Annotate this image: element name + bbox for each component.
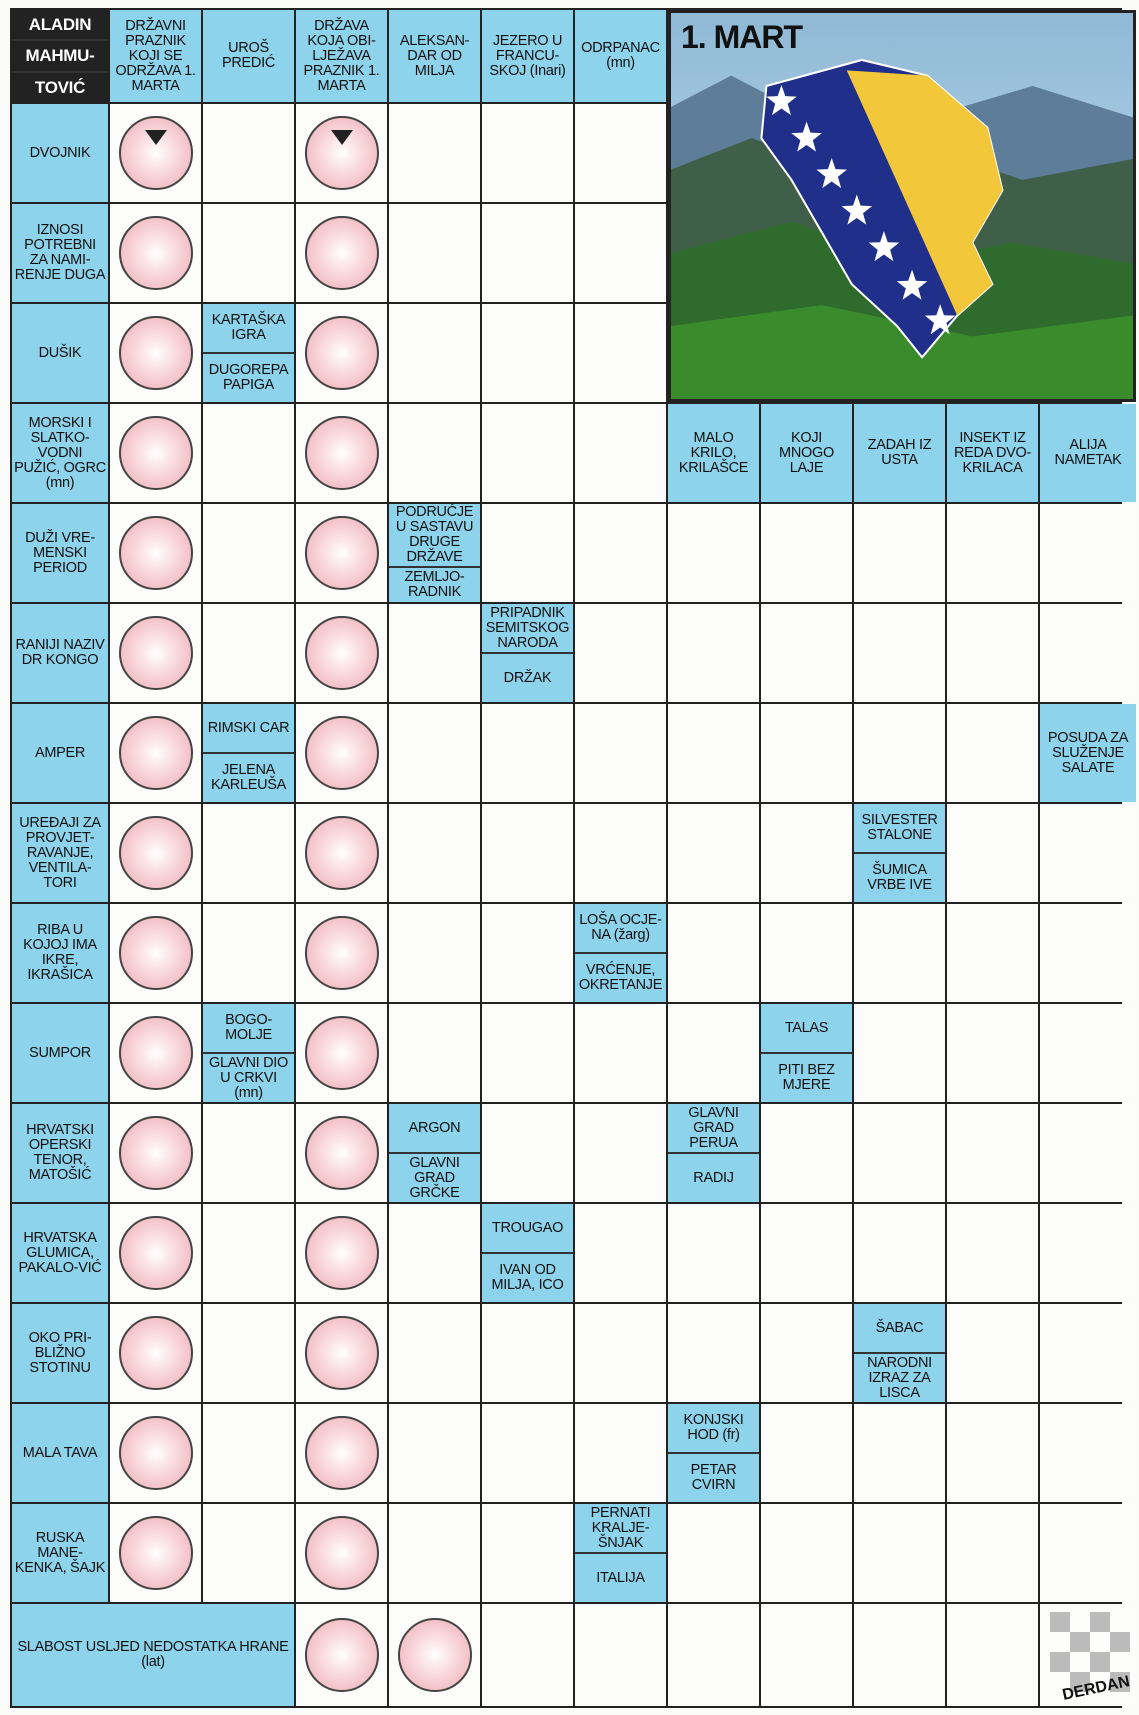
answer-cell[interactable]	[1040, 604, 1136, 702]
answer-cell[interactable]	[482, 1104, 573, 1202]
circle-answer-field[interactable]	[305, 816, 379, 890]
header-clue-1	[110, 10, 201, 102]
header-clue-2	[203, 10, 294, 102]
row-clue-13-text-0: OKO PRI-BLIŽNO STOTINU	[28, 1329, 92, 1376]
answer-cell[interactable]	[854, 1004, 945, 1102]
answer-cell[interactable]	[1040, 1104, 1136, 1202]
answer-cell[interactable]	[575, 204, 666, 302]
header-clue-6	[575, 10, 666, 102]
inner-clue-r11c5-text-1: GLAVNI GRAD GRČKE	[389, 1152, 480, 1202]
inner-clue-r11c8	[668, 1104, 759, 1202]
answer-cell[interactable]	[854, 604, 945, 702]
circle-answer-field[interactable]	[305, 616, 379, 690]
answer-cell[interactable]	[947, 1404, 1038, 1502]
circle-answer-field[interactable]	[119, 316, 193, 390]
answer-cell[interactable]	[203, 804, 294, 902]
row-clue-12-text-0: HRVATSKA GLUMICA, PAKALO-VIĆ	[18, 1229, 102, 1276]
answer-cell[interactable]	[296, 104, 387, 202]
answer-cell[interactable]	[389, 604, 480, 702]
mid-header-clue-1	[668, 404, 759, 502]
answer-cell[interactable]	[947, 1104, 1038, 1202]
mid-header-clue-5-text-0: ALIJA NAMETAK	[1054, 437, 1122, 468]
answer-cell[interactable]	[761, 704, 852, 802]
answer-cell[interactable]	[668, 904, 759, 1002]
mid-header-clue-2	[761, 404, 852, 502]
answer-cell[interactable]	[482, 1404, 573, 1502]
circle-answer-field[interactable]	[119, 116, 193, 190]
answer-cell[interactable]	[203, 104, 294, 202]
answer-cell[interactable]	[1040, 1404, 1136, 1502]
circle-answer-field[interactable]	[305, 1618, 379, 1692]
answer-cell[interactable]	[482, 404, 573, 502]
inner-clue-r9c7	[575, 904, 666, 1002]
answer-cell[interactable]	[110, 304, 201, 402]
answer-cell[interactable]	[389, 1204, 480, 1302]
landscape-image	[671, 13, 1133, 399]
circle-answer-field[interactable]	[119, 1116, 193, 1190]
circle-answer-field[interactable]	[398, 1618, 472, 1692]
answer-cell[interactable]	[482, 704, 573, 802]
answer-cell[interactable]	[761, 1604, 852, 1706]
answer-cell[interactable]	[668, 704, 759, 802]
row-clue-8	[12, 804, 108, 902]
row-clue-9	[12, 904, 108, 1002]
inner-clue-r6c6	[482, 604, 573, 702]
answer-cell[interactable]	[482, 504, 573, 602]
row-clue-11	[12, 1104, 108, 1202]
answer-cell[interactable]	[1040, 904, 1136, 1002]
answer-cell[interactable]	[296, 1304, 387, 1402]
row-clue-15	[12, 1504, 108, 1602]
answer-cell[interactable]	[761, 1504, 852, 1602]
inner-clue-r11c5	[389, 1104, 480, 1202]
answer-cell[interactable]	[575, 1004, 666, 1102]
answer-cell[interactable]	[110, 904, 201, 1002]
answer-cell[interactable]	[389, 804, 480, 902]
answer-cell[interactable]	[482, 104, 573, 202]
answer-cell[interactable]	[668, 1504, 759, 1602]
answer-cell[interactable]	[947, 904, 1038, 1002]
logo-text: DERDAN	[1060, 1673, 1131, 1704]
answer-cell[interactable]	[389, 1504, 480, 1602]
row-clue-2	[12, 204, 108, 302]
circle-answer-field[interactable]	[305, 416, 379, 490]
answer-cell[interactable]	[947, 704, 1038, 802]
inner-clue-r10c3	[203, 1004, 294, 1102]
answer-cell[interactable]	[854, 704, 945, 802]
inner-clue-r14c8	[668, 1404, 759, 1502]
answer-cell[interactable]	[575, 604, 666, 702]
header-clue-4	[389, 10, 480, 102]
circle-answer-field[interactable]	[119, 916, 193, 990]
answer-cell[interactable]	[668, 604, 759, 702]
mid-header-clue-3	[854, 404, 945, 502]
mid-header-clue-1-text-0: MALO KRILO, KRILAŠCE	[678, 429, 749, 476]
inner-clue-r15c7-text-1: ITALIJA	[575, 1552, 666, 1602]
answer-cell[interactable]	[761, 804, 852, 902]
mid-header-clue-3-text-0: ZADAH IZ USTA	[867, 437, 932, 468]
row-clue-5-text-0: DUŽI VRE-MENSKI PERIOD	[25, 529, 95, 576]
header-clue-3-text-0: DRŽAVA KOJA OBI-LJEŽAVA PRAZNIK 1. MARTA	[303, 17, 380, 94]
answer-cell[interactable]	[761, 604, 852, 702]
answer-cell[interactable]	[575, 104, 666, 202]
answer-cell[interactable]	[575, 504, 666, 602]
flag-illustration	[668, 10, 1136, 402]
answer-cell[interactable]	[296, 1204, 387, 1302]
circle-answer-field[interactable]	[119, 616, 193, 690]
title-clue-text-1: MAHMU-	[12, 39, 108, 70]
inner-clue-r11c8-text-0: GLAVNI GRAD PERUA	[688, 1104, 739, 1151]
answer-cell[interactable]	[110, 604, 201, 702]
inner-clue-r14c8-text-1: PETAR CVIRN	[668, 1452, 759, 1502]
inner-clue-r10c9-text-0: TALAS	[784, 1019, 829, 1036]
answer-cell[interactable]	[296, 1404, 387, 1502]
inner-clue-r10c9-text-1: PITI BEZ MJERE	[761, 1052, 852, 1102]
circle-answer-field[interactable]	[119, 1416, 193, 1490]
answer-cell[interactable]	[761, 504, 852, 602]
circle-answer-field[interactable]	[305, 316, 379, 390]
answer-cell[interactable]	[668, 804, 759, 902]
answer-cell[interactable]	[482, 804, 573, 902]
answer-cell[interactable]	[296, 604, 387, 702]
answer-cell[interactable]	[1040, 1204, 1136, 1302]
answer-cell[interactable]	[110, 1504, 201, 1602]
row-clue-3	[12, 304, 108, 402]
inner-clue-r15c7	[575, 1504, 666, 1602]
inner-clue-r13c10	[854, 1304, 945, 1402]
logo-cell	[1040, 1604, 1136, 1706]
title-clue-text-2: TOVIĆ	[12, 71, 108, 102]
header-clue-6-text-0: ODRPANAC (mn)	[581, 40, 660, 71]
circle-answer-field[interactable]	[119, 516, 193, 590]
inner-clue-r10c9	[761, 1004, 852, 1102]
answer-cell[interactable]	[110, 804, 201, 902]
answer-cell[interactable]	[203, 1104, 294, 1202]
answer-cell[interactable]	[854, 904, 945, 1002]
answer-cell[interactable]	[203, 1304, 294, 1402]
answer-cell[interactable]	[110, 1104, 201, 1202]
answer-cell[interactable]	[575, 804, 666, 902]
row-clue-7	[12, 704, 108, 802]
answer-cell[interactable]	[854, 1104, 945, 1202]
answer-cell[interactable]	[947, 1304, 1038, 1402]
answer-cell[interactable]	[389, 104, 480, 202]
answer-cell[interactable]	[389, 304, 480, 402]
row-clue-2-text-0: IZNOSI POTREBNI ZA NAMI-RENJE DUGA	[14, 222, 106, 283]
answer-cell[interactable]	[389, 904, 480, 1002]
answer-cell[interactable]	[668, 504, 759, 602]
row-clue-14	[12, 1404, 108, 1502]
inner-clue-r12c6-text-1: IVAN OD MILJA, ICO	[482, 1252, 573, 1302]
answer-cell[interactable]	[482, 204, 573, 302]
inner-clue-r3c3	[203, 304, 294, 402]
inner-clue-r11c5-text-0: ARGON	[408, 1119, 461, 1136]
answer-cell[interactable]	[854, 1404, 945, 1502]
inner-clue-r8c10-text-1: ŠUMICA VRBE IVE	[854, 852, 945, 902]
row-clue-5	[12, 504, 108, 602]
row-clue-4	[12, 404, 108, 502]
header-clue-1-text-0: DRŽAVNI PRAZNIK KOJI SE ODRŽAVA 1. MARTA	[115, 17, 196, 94]
inner-clue-r13c10-text-0: ŠABAC	[875, 1319, 924, 1336]
answer-cell[interactable]	[947, 1504, 1038, 1602]
answer-cell[interactable]	[389, 1404, 480, 1502]
row-clue-12	[12, 1204, 108, 1302]
answer-cell[interactable]	[296, 904, 387, 1002]
answer-cell[interactable]	[575, 304, 666, 402]
circle-answer-field[interactable]	[305, 1416, 379, 1490]
answer-cell[interactable]	[110, 1304, 201, 1402]
circle-answer-field[interactable]	[305, 716, 379, 790]
answer-cell[interactable]	[482, 904, 573, 1002]
answer-cell[interactable]	[575, 704, 666, 802]
inner-clue-r3c3-text-0: KARTAŠKA IGRA	[211, 312, 286, 343]
answer-cell[interactable]	[203, 504, 294, 602]
row-clue-10	[12, 1004, 108, 1102]
inner-clue-r5c5	[389, 504, 480, 602]
circle-answer-field[interactable]	[305, 1516, 379, 1590]
answer-cell[interactable]	[1040, 1004, 1136, 1102]
inner-clue-r5c5-text-1: ZEMLJO-RADNIK	[389, 566, 480, 602]
mid-header-clue-2-text-0: KOJI MNOGO LAJE	[779, 429, 834, 476]
row-clue-3-text-0: DUŠIK	[38, 344, 82, 361]
header-clue-4-text-0: ALEKSAN-DAR OD MILJA	[399, 32, 470, 79]
row-clue-4-text-0: MORSKI I SLATKO-VODNI PUŽIĆ, OGRC (mn)	[14, 414, 106, 491]
answer-cell[interactable]	[482, 1004, 573, 1102]
answer-cell[interactable]	[947, 1204, 1038, 1302]
answer-cell[interactable]	[203, 404, 294, 502]
circle-answer-field[interactable]	[119, 1016, 193, 1090]
row-clue-6	[12, 604, 108, 702]
inner-clue-r5c5-text-0: PODRUČJE U SASTAVU DRUGE DRŽAVE	[395, 504, 474, 565]
inner-clue-r12c6-text-0: TROUGAO	[491, 1219, 564, 1236]
row-clue-16-text-0: SLABOST USLJED NEDOSTATKA HRANE (lat)	[17, 1639, 289, 1670]
inner-clue-r15c7-text-0: PERNATI KRALJE-ŠNJAK	[590, 1504, 651, 1551]
answer-cell[interactable]	[203, 1504, 294, 1602]
answer-cell[interactable]	[203, 1204, 294, 1302]
row-clue-14-text-0: MALA TAVA	[22, 1444, 98, 1461]
answer-cell[interactable]	[296, 404, 387, 502]
answer-cell[interactable]	[668, 1304, 759, 1402]
row-clue-16	[12, 1604, 294, 1706]
circle-answer-field[interactable]	[119, 1516, 193, 1590]
answer-cell[interactable]	[389, 704, 480, 802]
answer-cell[interactable]	[296, 204, 387, 302]
answer-cell[interactable]	[1040, 804, 1136, 902]
circle-answer-field[interactable]	[119, 416, 193, 490]
inner-clue-r8c10	[854, 804, 945, 902]
answer-cell[interactable]	[668, 1204, 759, 1302]
circle-answer-field[interactable]	[305, 116, 379, 190]
circle-answer-field[interactable]	[305, 916, 379, 990]
circle-answer-field[interactable]	[305, 1316, 379, 1390]
answer-cell[interactable]	[203, 904, 294, 1002]
mid-header-clue-4-text-0: INSEKT IZ REDA DVO-KRILACA	[953, 429, 1032, 476]
answer-cell[interactable]	[389, 1004, 480, 1102]
start-arrow-icon	[145, 130, 167, 145]
answer-cell[interactable]	[296, 1104, 387, 1202]
circle-answer-field[interactable]	[305, 1116, 379, 1190]
answer-cell[interactable]	[110, 1204, 201, 1302]
title-clue	[12, 10, 108, 102]
circle-answer-field[interactable]	[119, 1316, 193, 1390]
answer-cell[interactable]	[854, 1204, 945, 1302]
answer-cell[interactable]	[854, 504, 945, 602]
circle-answer-field[interactable]	[119, 216, 193, 290]
inner-clue-r14c8-text-0: KONJSKI HOD (fr)	[683, 1412, 744, 1443]
answer-cell[interactable]	[575, 1404, 666, 1502]
row-clue-9-text-0: RIBA U KOJOJ IMA IKRE, IKRAŠICA	[23, 922, 97, 983]
image-title: 1. MART	[681, 19, 802, 55]
title-clue-text-0: ALADIN	[28, 15, 92, 35]
mid-header-clue-4	[947, 404, 1038, 502]
answer-cell[interactable]	[761, 1404, 852, 1502]
answer-cell[interactable]	[575, 1204, 666, 1302]
row-clue-8-text-0: UREĐAJI ZA PROVJET-RAVANJE, VENTILA-TORI	[19, 814, 101, 891]
row-clue-6-text-0: RANIJI NAZIV DR KONGO	[15, 637, 105, 668]
answer-cell[interactable]	[761, 1104, 852, 1202]
inner-clue-r8c10-text-0: SILVESTER STALONE	[861, 812, 938, 843]
row-clue-7-text-0: AMPER	[34, 744, 86, 761]
answer-cell[interactable]	[110, 704, 201, 802]
crossword-grid	[10, 8, 1131, 1708]
row-clue-13	[12, 1304, 108, 1402]
answer-cell[interactable]	[668, 1604, 759, 1706]
row-clue-1	[12, 104, 108, 202]
answer-cell[interactable]	[389, 1604, 480, 1706]
answer-cell[interactable]	[296, 1004, 387, 1102]
circle-answer-field[interactable]	[305, 516, 379, 590]
answer-cell[interactable]	[575, 1104, 666, 1202]
inner-clue-r10c3-text-0: BOGO-MOLJE	[225, 1012, 272, 1043]
inner-clue-r6c6-text-0: PRIPADNIK SEMITSKOG NARODA	[485, 604, 570, 651]
answer-cell[interactable]	[854, 1504, 945, 1602]
answer-cell[interactable]	[389, 404, 480, 502]
inner-clue-r7c3	[203, 704, 294, 802]
answer-cell[interactable]	[575, 1604, 666, 1706]
answer-cell[interactable]	[203, 604, 294, 702]
row-clue-15-text-0: RUSKA MANE-KENKA, ŠAJK	[14, 1529, 106, 1576]
answer-cell[interactable]	[761, 1304, 852, 1402]
answer-cell[interactable]	[668, 1004, 759, 1102]
answer-cell[interactable]	[1040, 1304, 1136, 1402]
answer-cell[interactable]	[389, 204, 480, 302]
inner-clue-r7c12	[1040, 704, 1136, 802]
inner-clue-r6c6-text-1: DRŽAK	[482, 652, 573, 702]
header-clue-5-text-0: JEZERO U FRANCU-SKOJ (Inari)	[489, 32, 566, 79]
answer-cell[interactable]	[947, 504, 1038, 602]
circle-answer-field[interactable]	[305, 1216, 379, 1290]
row-clue-11-text-0: HRVATSKI OPERSKI TENOR, MATOŠIĆ	[26, 1122, 94, 1183]
circle-answer-field[interactable]	[119, 1216, 193, 1290]
answer-cell[interactable]	[296, 304, 387, 402]
inner-clue-r7c3-text-0: RIMSKI CAR	[207, 719, 290, 736]
inner-clue-r3c3-text-1: DUGOREPA PAPIGA	[203, 352, 294, 402]
answer-cell[interactable]	[296, 1504, 387, 1602]
answer-cell[interactable]	[110, 1404, 201, 1502]
circle-answer-field[interactable]	[119, 716, 193, 790]
answer-cell[interactable]	[482, 304, 573, 402]
answer-cell[interactable]	[761, 904, 852, 1002]
inner-clue-r10c3-text-1: GLAVNI DIO U CRKVI (mn)	[203, 1052, 294, 1102]
inner-clue-r9c7-text-1: VRĆENJE, OKRETANJE	[575, 952, 666, 1002]
header-clue-3	[296, 10, 387, 102]
answer-cell[interactable]	[482, 1604, 573, 1706]
answer-cell[interactable]	[296, 704, 387, 802]
answer-cell[interactable]	[482, 1304, 573, 1402]
answer-cell[interactable]	[947, 1604, 1038, 1706]
answer-cell[interactable]	[854, 1604, 945, 1706]
answer-cell[interactable]	[575, 404, 666, 502]
answer-cell[interactable]	[110, 1004, 201, 1102]
answer-cell[interactable]	[947, 604, 1038, 702]
circle-answer-field[interactable]	[119, 816, 193, 890]
circle-answer-field[interactable]	[305, 1016, 379, 1090]
answer-cell[interactable]	[1040, 504, 1136, 602]
answer-cell[interactable]	[203, 204, 294, 302]
answer-cell[interactable]	[947, 1004, 1038, 1102]
row-clue-10-text-0: SUMPOR	[29, 1044, 91, 1061]
circle-answer-field[interactable]	[305, 216, 379, 290]
answer-cell[interactable]	[296, 504, 387, 602]
answer-cell[interactable]	[575, 1304, 666, 1402]
answer-cell[interactable]	[110, 104, 201, 202]
inner-clue-r7c3-text-1: JELENA KARLEUŠA	[203, 752, 294, 802]
inner-clue-r9c7-text-0: LOŠA OCJE-NA (žarg)	[579, 912, 662, 943]
inner-clue-r13c10-text-1: NARODNI IZRAZ ZA LISCA	[854, 1352, 945, 1402]
inner-clue-r11c8-text-1: RADIJ	[668, 1152, 759, 1202]
start-arrow-icon	[331, 130, 353, 145]
answer-cell[interactable]	[296, 804, 387, 902]
answer-cell[interactable]	[296, 1604, 387, 1706]
answer-cell[interactable]	[761, 1204, 852, 1302]
answer-cell[interactable]	[110, 204, 201, 302]
answer-cell[interactable]	[203, 1404, 294, 1502]
header-clue-2-text-0: UROŠ PREDIĆ	[222, 40, 275, 71]
inner-clue-r7c12-text-0: POSUDA ZA SLUŽENJE SALATE	[1047, 729, 1129, 776]
inner-clue-r12c6	[482, 1204, 573, 1302]
answer-cell[interactable]	[389, 1304, 480, 1402]
answer-cell[interactable]	[110, 404, 201, 502]
answer-cell[interactable]	[947, 804, 1038, 902]
header-clue-5	[482, 10, 573, 102]
answer-cell[interactable]	[110, 504, 201, 602]
row-clue-1-text-0: DVOJNIK	[29, 144, 91, 161]
mid-header-clue-5	[1040, 404, 1136, 502]
answer-cell[interactable]	[1040, 1504, 1136, 1602]
answer-cell[interactable]	[482, 1504, 573, 1602]
